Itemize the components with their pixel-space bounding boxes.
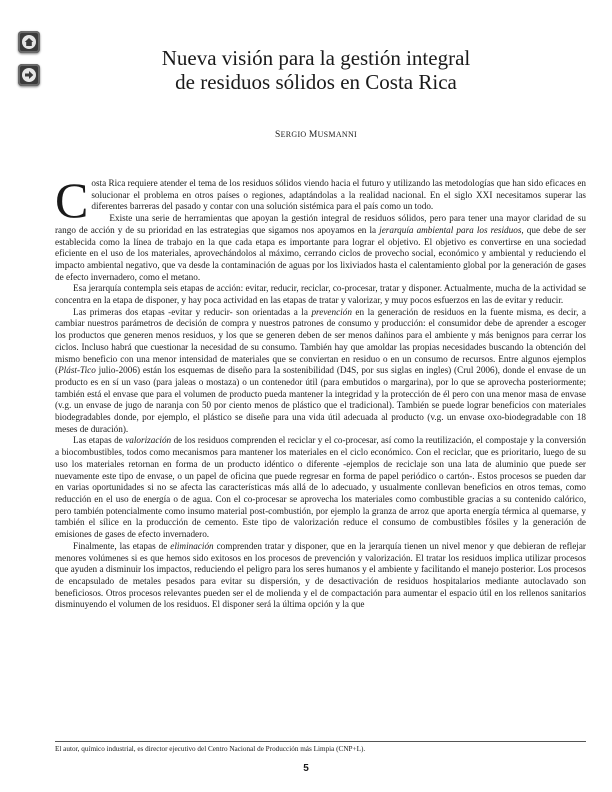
arrow-right-icon [22, 68, 36, 82]
paragraph-4: Las primeras dos etapas -evitar y reducir- son orientadas a la prevención en la generación de residuos en la fuente misma, es decir, a cambiar nuestros parámetros de decisión de compra y nuestros patrones de consumo y producción: el consumidor debe de aprender a escoger los productos que generen menos residuos, y los que se generen deben de ser menos dañinos para el ambiente y más benignos para cerrar los ciclos. Incluso habrá que cuestionar la necesidad de su consumo. También hay que amoldar las propias necesidades buscando la obtención del mismo beneficio con una menor intensidad de materiales que se conviertan en residuo o en un consumo de recursos. Entre algunos ejemplos (Plást-Tico julio-2006) están los esquemas de diseño para la sostenibilidad (D4S, por sus siglas en ingles) (Crul 2006), donde el envase de un producto es en sí un vaso (para jaleas o mostaza) o un contenedor útil (para embutidos o margarina), por lo que se aprovecha posteriormente; también está el envase que para el volumen de producto pueda mantener la integridad y la protección de él pero con una menor masa de envase (v.g. un envase de jugo de naranja con 50 por ciento menos de plástico que el tradicional). También se puede lograr beneficios con materiales biodegradables donde, por ejemplo, el plástico se diseñe para una vida útil adecuada al producto (v.g. un envase oxo-biodegradable con 18 meses de duración). [55, 306, 587, 434]
home-button[interactable] [18, 31, 40, 53]
paragraph-5: Las etapas de valorización de los residuos comprenden el reciclar y el co-procesar, así como la reutilización, el compostaje y la conversión a biocombustibles, todos como mecanismos para mantener los materiales en el ciclo económico. Con el reciclar, que es prioritario, luego de su uso los materiales retornan en forma de un producto idéntico o diferente -ejemplos de reciclaje son una lata de aluminio que puede ser nuevamente este tipo de envase, o un papel de oficina que puede regresar en forma de papel periódico o cartón-. Estos procesos se pueden dar en varias oportunidades si no se afecta las características más allá de lo adecuado, y usualmente conllevan beneficios en otros temas, como reducción en el uso de energía o de agua. Con el co-procesar se aprovecha los materiales como combustible gracias a su contenido calórico, pero también potencialmente como insumo material post-combustión, por ejemplo la granza de arroz que aporta energía térmica al quemarse, y también el sílice en la producción de cemento. Este tipo de valorización reduce el consumo de combustibles fósiles y la generación de emisiones de gases de efecto invernadero. [55, 435, 586, 540]
article-body [55, 172, 587, 611]
article-title [80, 46, 552, 94]
page-number: 5 [303, 763, 309, 774]
paragraph-6: Finalmente, las etapas de eliminación comprenden tratar y disponer, que en la jerarquía tienen un nivel menor y que debieran de reflejar menores volúmenes si es que hemos sido exitosos en los procesos de prevención y valorización. El tratar los residuos implica utilizar procesos que ayuden a disminuir los impactos, reduciendo el peligro para los seres humanos y el ambiente y facilitando el manejo posterior. Los procesos de encapsulado de metales pesados para evitar su dispersión, y de desactivación de residuos hospitalarios mediante autoclavado son beneficiosos. Otros procesos relevantes pueden ser el de molienda y el de compactación para aumentar el espacio útil en los rellenos sanitarios disminuyendo el volumen de los residuos. El disponer será la última opción y la que [55, 540, 586, 610]
home-icon [22, 35, 36, 49]
paragraph-1: Costa Rica requiere atender el tema de los residuos sólidos viendo hacia el futuro y utilizando las metodologías que han sido eficaces en solucionar el problema en otros países o regiones, adaptándolas a la realidad nacional. En el siglo XXI necesitamos superar las diferentes barreras del pasado y contar con una solución sistémica para el país como un todo. [55, 172, 586, 228]
next-page-button[interactable] [18, 64, 40, 86]
footnote-divider [55, 741, 586, 742]
drop-cap: C [55, 172, 89, 228]
paragraph-2: Existe una serie de herramientas que apoyan la gestión integral de residuos sólidos, pero para tener una mayor claridad de su rango de acción y de su prioridad en las estrategias que sigamos nos apoyamos en la jerarquía ambiental para los residuos, que debe de ser establecida como la línea de trabajo en la que cada etapa es importante para lograr el objetivo. El objetivo es convertirse en una sociedad eficiente en el uso de los materiales, aprovechándolos al máximo, cerrando ciclos de provecho social, económico y ambiental y reduciendo el impacto ambiental negativo, que va desde la contaminación de aguas por los lixiviados hasta el calentamiento global por la generación de gases de efecto invernadero, como el metano. [55, 213, 586, 282]
author-footnote: El autor, químico industrial, es director ejecutivo del Centro Nacional de Producción más Limpia (CNP+L). [55, 745, 366, 753]
title-line-1: Nueva visión para la gestión integral [161, 46, 471, 70]
title-line-2: de residuos sólidos en Costa Rica [175, 70, 457, 94]
paragraph-3: Esa jerarquía contempla seis etapas de acción: evitar, reducir, reciclar, co-procesar, tratar y disponer. Actualmente, mucha de la actividad se concentra en la etapa de disponer, y hay poca actividad en las etapas de tratar y valorizar, y muy pocos esfuerzos en las de evitar y reducir. [55, 283, 586, 306]
author-name: SERGIO MUSMANNI [274, 130, 358, 140]
